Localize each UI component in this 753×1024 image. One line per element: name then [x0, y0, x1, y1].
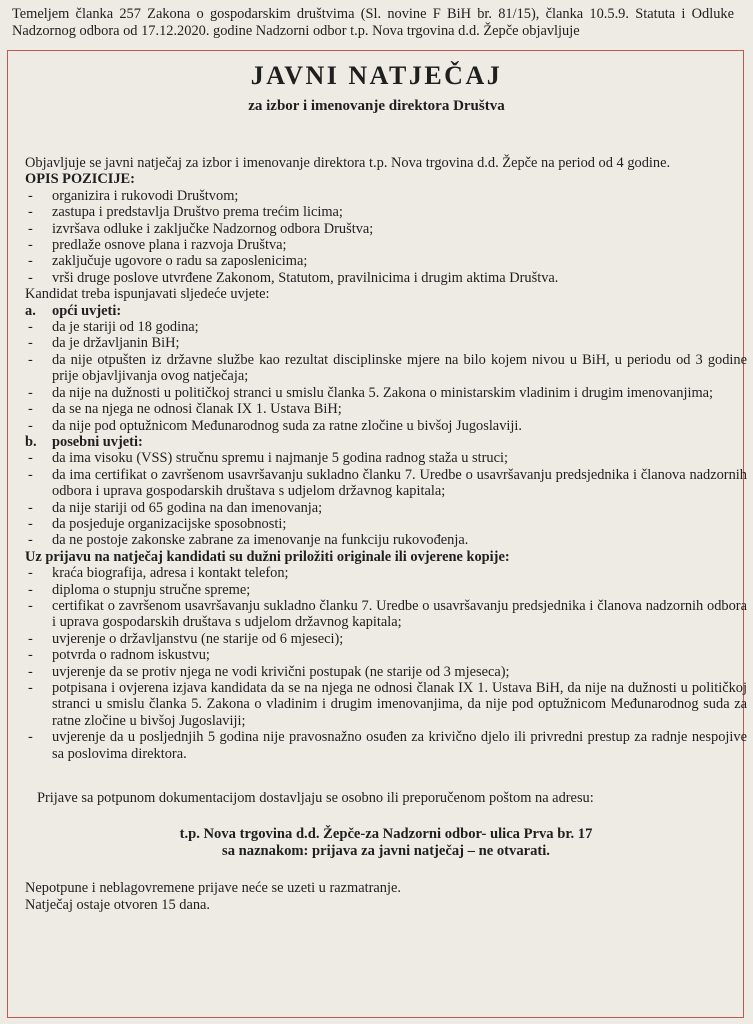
list-item: - potvrda o radnom iskustvu; [25, 647, 747, 663]
ad-body [25, 155, 747, 913]
list-item: - uvjerenje da se protiv njega ne vodi krivični postupak (ne starije od 3 mjeseca); [25, 664, 747, 680]
address-line: t.p. Nova trgovina d.d. Žepče-za Nadzorni odbor- ulica Prva br. 17 [179, 826, 593, 843]
special-conditions-list [25, 450, 747, 548]
list-item: - da ima certifikat o završenom usavršavanju sukladno članku 7. Uredbe o usavršavanju predsjednika i članova nadzornih odbora i uprava gospodarskih društava s udjelom državnog kapitala; [25, 467, 747, 500]
section-heading: opći uvjeti: [52, 302, 122, 319]
documents-heading: Uz prijavu na natječaj kandidati su dužni priložiti originale ili ovjerene kopije: [25, 548, 510, 565]
list-item: - da je državljanin BiH; [25, 335, 747, 351]
list-item: - da nije stariji od 65 godina na dan imenovanja; [25, 500, 747, 516]
list-item: - uvjerenje da u posljednjih 5 godina nije pravosnažno osuđen za krivično djelo ili privredni prestup za radnje nespojive sa poslovima direktora. [25, 729, 747, 762]
closing-notes [25, 880, 747, 913]
general-conditions-heading [25, 303, 747, 319]
list-item: - zastupa i predstavlja Društvo prema trećim licima; [25, 204, 747, 220]
duties-heading: OPIS POZICIJE: [25, 171, 135, 188]
duties-list [25, 188, 747, 286]
general-conditions-list [25, 319, 747, 434]
list-item: - diploma o stupnju stručne spreme; [25, 582, 747, 598]
list-item: - uvjerenje o državljanstvu (ne starije od 6 mjeseci); [25, 631, 747, 647]
announcement-text: Objavljuje se javni natječaj za izbor i imenovanje direktora t.p. Nova trgovina d.d. Žepče na period od 4 godine. [25, 155, 671, 171]
section-letter: a. [25, 302, 36, 319]
list-item: - da se na njega ne odnosi članak IX 1. Ustava BiH; [25, 401, 747, 417]
list-item: - da ima visoku (VSS) stručnu spremu i najmanje 5 godina radnog staža u struci; [25, 450, 747, 466]
list-item: - zaključuje ugovore o radu sa zaposlenicima; [25, 253, 747, 269]
note-incomplete-applications: Nepotpune i neblagovremene prijave neće se uzeti u razmatranje. [25, 880, 401, 897]
list-item: - potpisana i ovjerena izjava kandidata da se na njega ne odnosi članak IX 1. Ustava BiH, da nije na dužnosti u političkoj stranci u smislu članka 5. Zakona o vladinim i drugim imenovanjima, da nije pod optužnicom Međunarodnog suda za ratne zločine u bivšoj Jugoslaviji; [25, 680, 747, 729]
list-item: - da nije na dužnosti u političkoj stranci u smislu članka 5. Zakona o ministarskim vladinim i drugim imenovanjima; [25, 385, 747, 401]
conditions-intro: Kandidat treba ispunjavati sljedeće uvjete: [25, 286, 270, 303]
list-item: - da ne postoje zakonske zabrane za imenovanje na funkciju rukovođenja. [25, 532, 747, 548]
list-item: - vrši druge poslove utvrđene Zakonom, Statutom, pravilnicima i drugim aktima Društva. [25, 270, 747, 286]
list-item: - da nije otpušten iz državne službe kao rezultat disciplinske mjere na bilo kojem nivou u BiH, u periodu od 3 godine prije objavljivanja ovog natječaja; [25, 352, 747, 385]
list-item: - da nije pod optužnicom Međunarodnog suda za ratne zločine u bivšoj Jugoslaviji. [25, 418, 747, 434]
intro-paragraph: Temeljem članka 257 Zakona o gospodarskim društvima (Sl. novine F BiH br. 81/15), članka 10.5.9. Statuta i Odluke Nadzornog odbora od 17.12.2020. godine Nadzorni odbor t.p. Nova trgovina d.d. Žepče objavljuje [12, 6, 734, 39]
list-item: - da posjeduje organizacijske sposobnosti; [25, 516, 747, 532]
ad-subtitle: za izbor i imenovanje direktora Društva [248, 98, 505, 114]
list-item: - da je stariji od 18 godina; [25, 319, 747, 335]
submission-text: Prijave sa potpunom dokumentacijom dostavljaju se osobno ili preporučenom poštom na adresu: [37, 790, 594, 807]
submission-address [25, 826, 747, 860]
documents-list [25, 565, 747, 762]
note-open-period: Natječaj ostaje otvoren 15 dana. [25, 896, 211, 913]
special-conditions-heading [25, 434, 747, 450]
list-item: - predlaže osnove plana i razvoja Društva; [25, 237, 747, 253]
address-marking-line: sa naznakom: prijava za javni natječaj – ne otvarati. [222, 843, 550, 860]
list-item: - kraća biografija, adresa i kontakt telefon; [25, 565, 747, 581]
list-item: - izvršava odluke i zaključke Nadzornog odbora Društva; [25, 221, 747, 237]
section-heading: posebni uvjeti: [52, 433, 143, 450]
ad-title: JAVNI NATJEČAJ [250, 61, 503, 90]
spacer [25, 762, 747, 790]
list-item: - organizira i rukovodi Društvom; [25, 188, 747, 204]
list-item: - certifikat o završenom usavršavanju sukladno članku 7. Uredbe o usavršavanju predsjednika i članova nadzornih odbora i uprava gospodarskih društava s udjelom državnog kapitala; [25, 598, 747, 631]
section-letter: b. [25, 433, 37, 450]
